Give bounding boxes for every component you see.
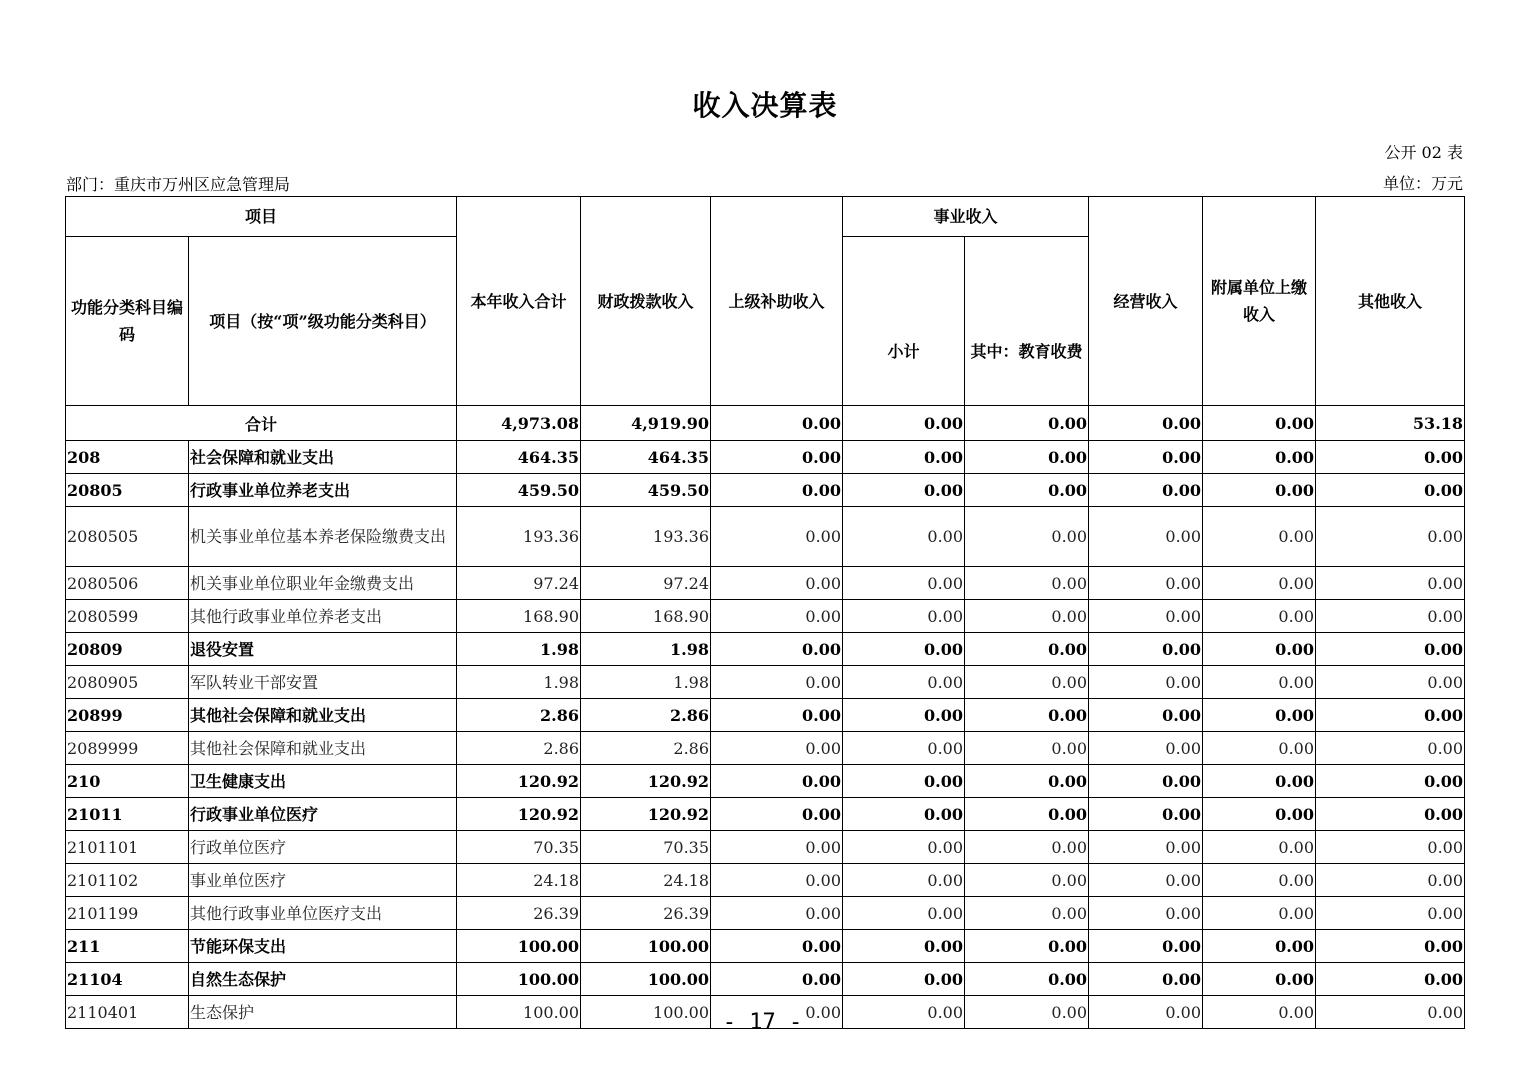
- row-name: 退役安置: [189, 633, 457, 666]
- page-number: - 17 -: [722, 1010, 803, 1035]
- row-value: 0.00: [843, 996, 965, 1029]
- row-value: 0.00: [1203, 963, 1316, 996]
- row-name: 其他社会保障和就业支出: [189, 732, 457, 765]
- row-value: 0.00: [1089, 699, 1203, 732]
- row-value: 0.00: [1316, 798, 1465, 831]
- row-value: 0.00: [843, 798, 965, 831]
- row-code: 2080505: [66, 507, 189, 567]
- row-value: 0.00: [711, 930, 843, 963]
- row-name: 行政单位医疗: [189, 831, 457, 864]
- header-affiliated-income: 附属单位上缴收入: [1203, 197, 1316, 406]
- row-value: 0.00: [711, 897, 843, 930]
- table-row: [66, 600, 1465, 633]
- row-value: 0.00: [1089, 930, 1203, 963]
- row-value: 0.00: [711, 441, 843, 474]
- row-value: 0.00: [843, 666, 965, 699]
- table-row: [66, 864, 1465, 897]
- row-value: 0.00: [965, 441, 1089, 474]
- row-value: 70.35: [457, 831, 581, 864]
- header-other-income: 其他收入: [1316, 197, 1465, 406]
- row-value: 0.00: [965, 897, 1089, 930]
- row-value: 0.00: [1316, 963, 1465, 996]
- row-value: 0.00: [711, 699, 843, 732]
- row-code: 2080599: [66, 600, 189, 633]
- row-code: 2080506: [66, 567, 189, 600]
- row-value: 120.92: [457, 765, 581, 798]
- row-value: 0.00: [965, 765, 1089, 798]
- table-row: [66, 897, 1465, 930]
- row-value: 0.00: [1203, 930, 1316, 963]
- row-code: 208: [66, 441, 189, 474]
- row-value: 0.00: [1089, 567, 1203, 600]
- row-value: 0.00: [965, 474, 1089, 507]
- row-value: 0.00: [1316, 699, 1465, 732]
- row-value: 0.00: [843, 633, 965, 666]
- row-value: 0.00: [1203, 507, 1316, 567]
- total-value: 4,973.08: [457, 406, 581, 441]
- row-value: 0.00: [1203, 765, 1316, 798]
- row-value: 0.00: [843, 831, 965, 864]
- row-code: 21104: [66, 963, 189, 996]
- row-code: 2101101: [66, 831, 189, 864]
- row-name: 其他行政事业单位养老支出: [189, 600, 457, 633]
- row-value: 0.00: [843, 765, 965, 798]
- total-value: 0.00: [711, 406, 843, 441]
- row-value: 0.00: [843, 897, 965, 930]
- row-value: 24.18: [457, 864, 581, 897]
- total-row: [66, 406, 1465, 441]
- row-value: 0.00: [1089, 996, 1203, 1029]
- row-value: 0.00: [1089, 798, 1203, 831]
- header-education-fee: 其中：教育收费: [965, 237, 1089, 406]
- table-row: [66, 732, 1465, 765]
- row-value: 120.92: [581, 765, 711, 798]
- row-value: 0.00: [711, 474, 843, 507]
- row-value: 193.36: [581, 507, 711, 567]
- row-value: 0.00: [965, 699, 1089, 732]
- row-value: 0.00: [1316, 732, 1465, 765]
- row-value: 0.00: [843, 474, 965, 507]
- row-value: 0.00: [1089, 507, 1203, 567]
- row-value: 0.00: [843, 507, 965, 567]
- row-value: 0.00: [1316, 897, 1465, 930]
- row-value: 0.00: [1203, 441, 1316, 474]
- row-code: 21011: [66, 798, 189, 831]
- row-value: 0.00: [1089, 600, 1203, 633]
- row-name: 军队转业干部安置: [189, 666, 457, 699]
- header-total-income: 本年收入合计: [457, 197, 581, 406]
- row-value: 0.00: [1316, 996, 1465, 1029]
- total-value: 53.18: [1316, 406, 1465, 441]
- row-value: 0.00: [1316, 831, 1465, 864]
- row-value: 0.00: [1203, 567, 1316, 600]
- header-code: 功能分类科目编码: [66, 237, 189, 406]
- row-value: 100.00: [581, 963, 711, 996]
- table-row: [66, 567, 1465, 600]
- header-row-1: [66, 197, 1465, 237]
- row-value: 0.00: [1203, 474, 1316, 507]
- row-name: 机关事业单位职业年金缴费支出: [189, 567, 457, 600]
- unit-label: 单位：万元: [1382, 174, 1463, 193]
- total-value: 0.00: [1089, 406, 1203, 441]
- table-row: [66, 633, 1465, 666]
- row-value: 100.00: [581, 930, 711, 963]
- table-row: [66, 441, 1465, 474]
- row-name: 卫生健康支出: [189, 765, 457, 798]
- row-value: 2.86: [581, 732, 711, 765]
- row-value: 0.00: [843, 864, 965, 897]
- row-value: 0.00: [1316, 666, 1465, 699]
- table-row: [66, 930, 1465, 963]
- row-value: 0.00: [1203, 996, 1316, 1029]
- row-value: 0.00: [711, 798, 843, 831]
- row-value: 0.00: [965, 600, 1089, 633]
- row-value: 0.00: [711, 600, 843, 633]
- row-value: 24.18: [581, 864, 711, 897]
- row-name: 行政事业单位养老支出: [189, 474, 457, 507]
- row-value: 1.98: [581, 633, 711, 666]
- row-value: 459.50: [581, 474, 711, 507]
- row-value: 100.00: [581, 996, 711, 1029]
- row-name: 其他行政事业单位医疗支出: [189, 897, 457, 930]
- row-value: 0.00: [711, 507, 843, 567]
- row-value: 0.00: [1316, 930, 1465, 963]
- row-value: 0.00: [965, 831, 1089, 864]
- row-value: 0.00: [843, 930, 965, 963]
- row-name: 社会保障和就业支出: [189, 441, 457, 474]
- row-value: 464.35: [457, 441, 581, 474]
- row-value: 1.98: [457, 666, 581, 699]
- row-value: 0.00: [1203, 831, 1316, 864]
- row-value: 0.00: [711, 765, 843, 798]
- row-value: 100.00: [457, 930, 581, 963]
- header-superior-subsidy: 上级补助收入: [711, 197, 843, 406]
- row-name: 生态保护: [189, 996, 457, 1029]
- row-value: 0.00: [1089, 831, 1203, 864]
- row-value: 0.00: [1316, 633, 1465, 666]
- row-value: 0.00: [1203, 864, 1316, 897]
- row-value: 0.00: [965, 507, 1089, 567]
- row-value: 0.00: [711, 567, 843, 600]
- row-value: 26.39: [457, 897, 581, 930]
- row-code: 211: [66, 930, 189, 963]
- row-value: 0.00: [843, 699, 965, 732]
- row-value: 0.00: [965, 666, 1089, 699]
- row-value: 0.00: [965, 963, 1089, 996]
- row-name: 其他社会保障和就业支出: [189, 699, 457, 732]
- department-label: 部门：重庆市万州区应急管理局: [66, 175, 291, 194]
- row-value: 0.00: [1089, 441, 1203, 474]
- table-row: [66, 963, 1465, 996]
- row-value: 0.00: [1203, 633, 1316, 666]
- income-statement-table: [65, 196, 1465, 1029]
- row-value: 1.98: [457, 633, 581, 666]
- form-number: 公开 02 表: [1384, 143, 1463, 162]
- row-value: 0.00: [1203, 666, 1316, 699]
- table-row: [66, 474, 1465, 507]
- row-code: 2080905: [66, 666, 189, 699]
- row-value: 0.00: [1089, 666, 1203, 699]
- row-value: 0.00: [1203, 732, 1316, 765]
- total-value: 4,919.90: [581, 406, 711, 441]
- row-name: 机关事业单位基本养老保险缴费支出: [189, 507, 457, 567]
- row-value: 2.86: [457, 732, 581, 765]
- row-value: 0.00: [711, 864, 843, 897]
- row-value: 26.39: [581, 897, 711, 930]
- row-value: 0.00: [843, 441, 965, 474]
- row-code: 2089999: [66, 732, 189, 765]
- row-value: 0.00: [843, 600, 965, 633]
- row-value: 0.00: [843, 567, 965, 600]
- row-code: 2101199: [66, 897, 189, 930]
- row-value: 0.00: [1089, 633, 1203, 666]
- header-fiscal-allocation: 财政拨款收入: [581, 197, 711, 406]
- row-code: 2101102: [66, 864, 189, 897]
- row-value: 0.00: [711, 633, 843, 666]
- row-code: 210: [66, 765, 189, 798]
- row-value: 2.86: [457, 699, 581, 732]
- row-value: 70.35: [581, 831, 711, 864]
- row-value: 1.98: [581, 666, 711, 699]
- header-operating-income: 经营收入: [1089, 197, 1203, 406]
- row-name: 行政事业单位医疗: [189, 798, 457, 831]
- row-value: 0.00: [711, 996, 843, 1029]
- row-value: 0.00: [1316, 600, 1465, 633]
- row-value: 97.24: [457, 567, 581, 600]
- row-value: 0.00: [1089, 897, 1203, 930]
- table-row: [66, 798, 1465, 831]
- row-code: 20899: [66, 699, 189, 732]
- row-value: 193.36: [457, 507, 581, 567]
- total-value: 0.00: [965, 406, 1089, 441]
- row-value: 168.90: [581, 600, 711, 633]
- page-title: 收入决算表: [692, 89, 838, 122]
- row-value: 0.00: [1316, 765, 1465, 798]
- row-value: 0.00: [711, 732, 843, 765]
- row-value: 100.00: [457, 996, 581, 1029]
- row-value: 0.00: [1089, 732, 1203, 765]
- row-value: 459.50: [457, 474, 581, 507]
- table-row: [66, 507, 1465, 567]
- row-value: 120.92: [581, 798, 711, 831]
- row-value: 0.00: [1203, 897, 1316, 930]
- row-value: 0.00: [711, 831, 843, 864]
- row-value: 168.90: [457, 600, 581, 633]
- row-value: 0.00: [711, 666, 843, 699]
- row-value: 0.00: [1089, 963, 1203, 996]
- row-value: 0.00: [1089, 864, 1203, 897]
- row-value: 120.92: [457, 798, 581, 831]
- total-label: 合计: [66, 406, 457, 441]
- row-name: 事业单位医疗: [189, 864, 457, 897]
- row-value: 0.00: [965, 633, 1089, 666]
- row-name: 自然生态保护: [189, 963, 457, 996]
- row-code: 2110401: [66, 996, 189, 1029]
- total-value: 0.00: [1203, 406, 1316, 441]
- row-value: 0.00: [965, 996, 1089, 1029]
- row-value: 0.00: [711, 963, 843, 996]
- header-business-income: 事业收入: [843, 197, 1089, 237]
- row-value: 0.00: [1203, 798, 1316, 831]
- row-value: 0.00: [1316, 441, 1465, 474]
- row-value: 0.00: [1203, 699, 1316, 732]
- row-value: 97.24: [581, 567, 711, 600]
- row-value: 0.00: [1316, 507, 1465, 567]
- table-row: [66, 765, 1465, 798]
- row-code: 20809: [66, 633, 189, 666]
- header-item-name: 项目（按“项”级功能分类科目）: [189, 237, 457, 406]
- row-value: 0.00: [965, 930, 1089, 963]
- row-value: 0.00: [1316, 864, 1465, 897]
- header-subtotal: 小计: [843, 237, 965, 406]
- table-row: [66, 699, 1465, 732]
- row-value: 0.00: [843, 732, 965, 765]
- row-name: 节能环保支出: [189, 930, 457, 963]
- row-value: 0.00: [843, 963, 965, 996]
- row-value: 0.00: [965, 864, 1089, 897]
- row-value: 464.35: [581, 441, 711, 474]
- table-row: [66, 666, 1465, 699]
- row-value: 0.00: [965, 732, 1089, 765]
- row-code: 20805: [66, 474, 189, 507]
- row-value: 100.00: [457, 963, 581, 996]
- row-value: 0.00: [1089, 765, 1203, 798]
- row-value: 0.00: [1316, 567, 1465, 600]
- row-value: 0.00: [965, 798, 1089, 831]
- row-value: 0.00: [1316, 474, 1465, 507]
- row-value: 0.00: [1203, 600, 1316, 633]
- row-value: 2.86: [581, 699, 711, 732]
- total-value: 0.00: [843, 406, 965, 441]
- row-value: 0.00: [1089, 474, 1203, 507]
- row-value: 0.00: [965, 567, 1089, 600]
- header-project: 项目: [66, 197, 457, 237]
- table-row: [66, 831, 1465, 864]
